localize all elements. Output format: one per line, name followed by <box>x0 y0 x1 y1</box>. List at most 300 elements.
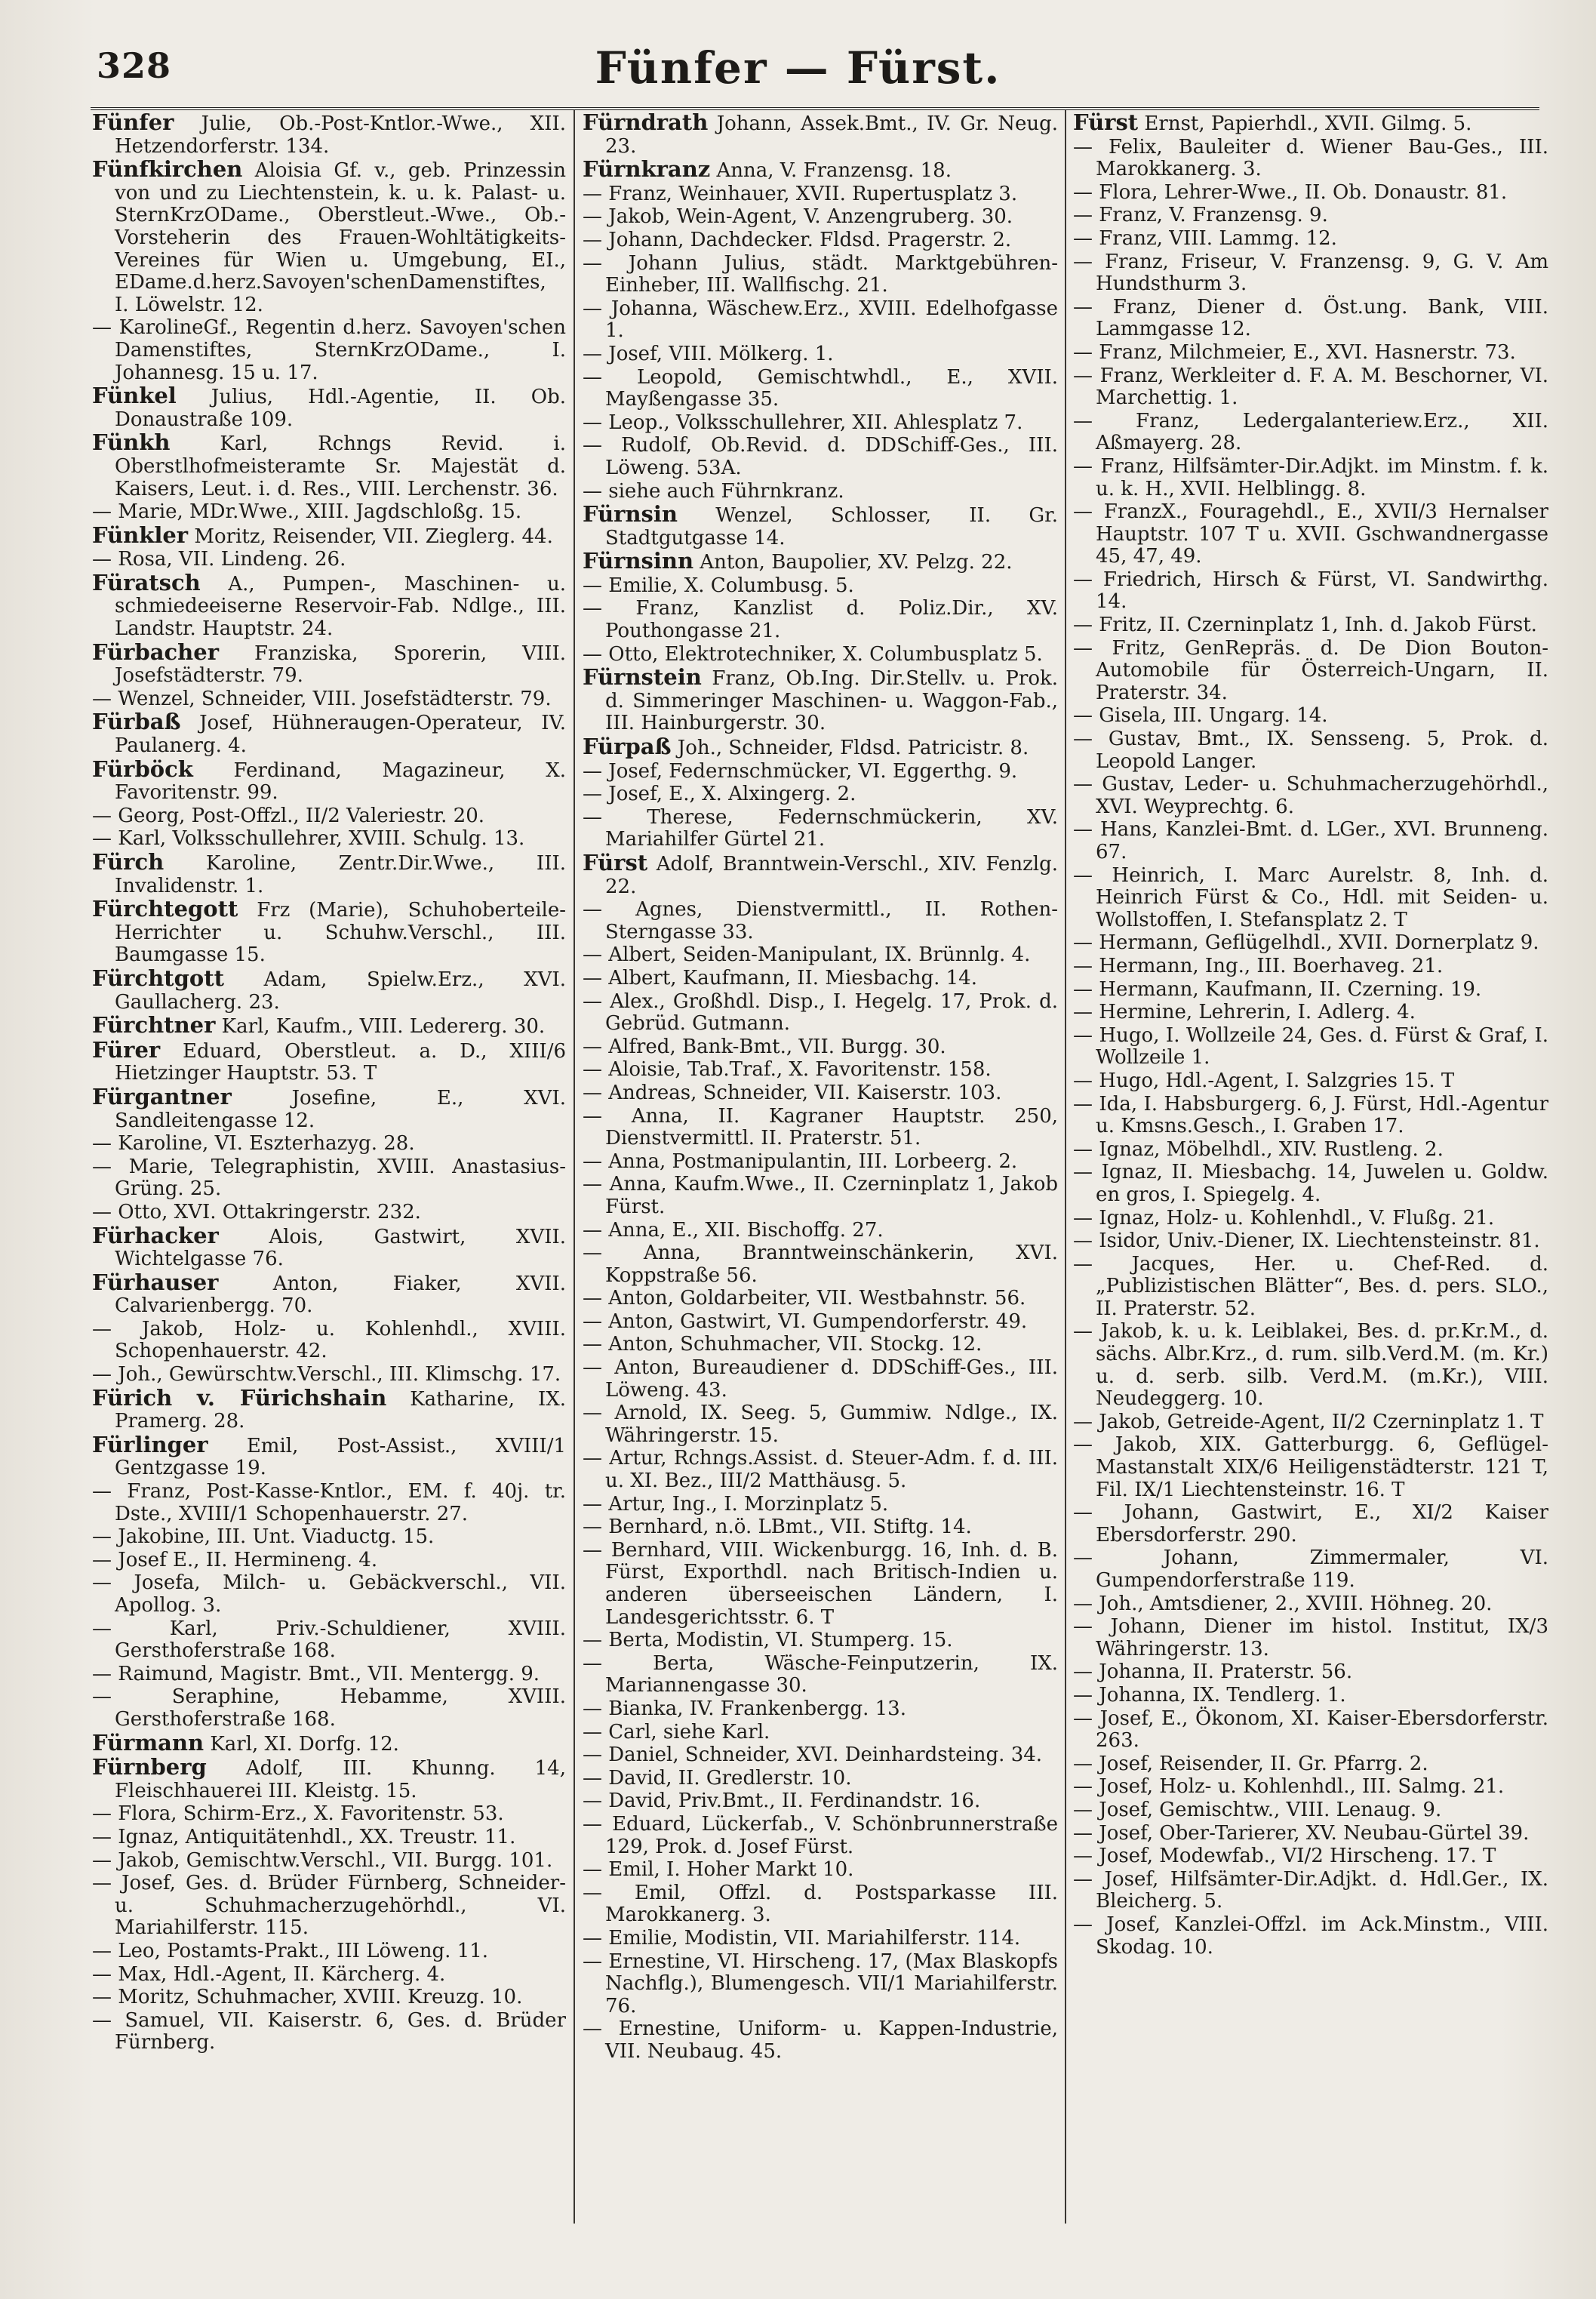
entry-text: — Ida, I. Habsburgerg. 6, J. Fürst, Hdl.-Agentur u. Kmsns.Gesch., I. Graben 17. <box>1073 1092 1548 1138</box>
directory-entry <box>92 1987 566 2009</box>
directory-entry <box>92 756 566 805</box>
directory-entry <box>1073 1799 1548 1822</box>
directory-entry <box>583 1928 1058 1950</box>
directory-entry <box>1073 1616 1548 1660</box>
directory-entry <box>92 1269 566 1318</box>
entry-surname: Fürnsinn <box>583 548 694 574</box>
entry-surname: Fürmann <box>92 1729 204 1756</box>
entry-text: — Josef, Ober-Tarierer, XV. Neubau-Gürtel 39. <box>1073 1821 1530 1845</box>
entry-text: — Anna, Postmanipulantin, III. Lorbeerg. 2. <box>583 1150 1018 1173</box>
directory-entry <box>583 1882 1058 1927</box>
entry-text: Karl, XI. Dorfg. 12. <box>204 1732 399 1756</box>
directory-entry <box>583 1082 1058 1105</box>
directory-entry <box>583 1722 1058 1744</box>
entry-surname: Fürböck <box>92 756 193 782</box>
entry-text: — Ignaz, Möbelhdl., XIV. Rustleng. 2. <box>1073 1137 1444 1161</box>
directory-entry <box>583 1494 1058 1516</box>
entry-text: — Otto, Elektrotechniker, X. Columbusplatz 5. <box>583 642 1043 666</box>
entry-text: Franz, Ob.Ing. Dir.Stellv. u. Prok. d. Simmeringer Maschinen- u. Waggon-Fab., III. Hainburgerstr. 30. <box>605 667 1058 735</box>
entry-text: — KarolineGf., Regentin d.herz. Savoyen'schen Damenstiftes, SternKrzODame., I. Johannesg. 15 u. 17. <box>92 316 566 384</box>
directory-entry <box>92 1850 566 1873</box>
directory-entry <box>583 1357 1058 1402</box>
directory-entry <box>583 1036 1058 1059</box>
directory-entry <box>583 1516 1058 1539</box>
directory-entry <box>583 1106 1058 1150</box>
directory-entry <box>583 1334 1058 1356</box>
entry-text: — Anton, Bureaudiener d. DDSchiff-Ges., III. Löweng. 43. <box>583 1356 1058 1402</box>
directory-entry <box>92 1756 566 1802</box>
entry-text: — Karl, Volksschullehrer, XVIII. Schulg. 13. <box>92 827 525 851</box>
entry-surname: Fürst <box>1073 112 1139 135</box>
entry-surname: Fünkel <box>92 383 177 409</box>
entry-text: Josefine, E., XVI. Sandleitengasse 12. <box>115 1086 566 1132</box>
entry-text: — Leo, Postamts-Prakt., III Löweng. 11. <box>92 1939 489 1962</box>
directory-entry <box>1073 979 1548 1002</box>
entry-surname: Fünkh <box>92 429 171 456</box>
entry-text: — Johanna, Wäschew.Erz., XVIII. Edelhofgasse 1. <box>583 297 1058 343</box>
directory-entry <box>583 435 1058 479</box>
entry-text: — Berta, Wäsche-Feinputzerin, IX. Mariannengasse 30. <box>583 1651 1058 1697</box>
entry-surname: Fürnstein <box>583 664 702 691</box>
directory-entry <box>583 761 1058 783</box>
entry-text: Joh., Schneider, Fldsd. Patricistr. 8. <box>671 737 1029 760</box>
directory-entry <box>1073 365 1548 410</box>
directory-entry <box>583 1790 1058 1813</box>
entry-text: — Franz, Hilfsämter-Dir.Adjkt. im Minstm. f. k. u. k. H., XVII. Helblingg. 8. <box>1073 454 1548 500</box>
entry-text: — Anna, Branntweinschänkerin, XVI. Koppstraße 56. <box>583 1242 1058 1287</box>
directory-entry <box>583 1220 1058 1242</box>
directory-entry <box>92 1572 566 1617</box>
directory-entry <box>92 828 566 851</box>
entry-text: Adolf, III. Khunng. 14, Fleischhauerei III. Kleistg. 15. <box>115 1757 566 1802</box>
directory-entry <box>92 2010 566 2054</box>
entry-surname: Fürchtegott <box>92 896 238 922</box>
entry-surname: Fünkler <box>92 522 189 548</box>
directory-entry <box>1073 728 1548 773</box>
entry-text: — Ignaz, II. Miesbachg. 14, Juwelen u. Goldw. en gros, I. Spiegelg. 4. <box>1073 1161 1548 1206</box>
entry-text: — Seraphine, Hebamme, XVIII. Gersthoferstraße 168. <box>92 1685 566 1731</box>
entry-text: Emil, Post-Assist., XVIII/1 Gentzgasse 19. <box>115 1434 566 1480</box>
column-2 <box>583 112 1058 2278</box>
entry-text: — Emil, I. Hoher Markt 10. <box>583 1858 854 1882</box>
entry-text: — Moritz, Schuhmacher, XVIII. Kreuzg. 10. <box>92 1986 523 2009</box>
directory-entry <box>583 253 1058 297</box>
directory-entry <box>1073 865 1548 932</box>
entry-surname: Fürich v. Fürichshain <box>92 1384 387 1411</box>
entry-text: Adam, Spielw.Erz., XVI. Gaullacherg. 23. <box>115 968 566 1014</box>
directory-entry <box>92 1083 566 1132</box>
directory-entry <box>1073 1753 1548 1776</box>
entry-text: — Franz, VIII. Lammg. 12. <box>1073 226 1337 250</box>
entry-text: — Artur, Ing., I. Morzinplatz 5. <box>583 1492 889 1516</box>
directory-entry <box>92 501 566 524</box>
directory-entry <box>583 1768 1058 1790</box>
directory-entry <box>1073 1094 1548 1138</box>
entry-text: Wenzel, Schlosser, II. Gr. Stadtgutgasse 14. <box>605 504 1058 549</box>
column-separator <box>574 110 575 2224</box>
entry-text: — David, Priv.Bmt., II. Ferdinandstr. 16. <box>583 1790 981 1813</box>
directory-entry <box>1073 1230 1548 1253</box>
directory-entry <box>92 1431 566 1480</box>
directory-entry <box>92 805 566 828</box>
directory-entry <box>1073 1593 1548 1616</box>
entry-text: — Josef, Modewfab., VI/2 Hirscheng. 17. T <box>1073 1845 1496 1868</box>
entry-text: — Fritz, GenRepräs. d. De Dion Bouton-Automobile für Österreich-Ungarn, II. Praterstr. 34. <box>1073 636 1548 704</box>
directory-entry <box>92 1827 566 1849</box>
entry-surname: Fürch <box>92 849 165 875</box>
directory-entry <box>1073 705 1548 728</box>
entry-text: — Franz, Kanzlist d. Poliz.Dir., XV. Pouthongasse 21. <box>583 597 1058 643</box>
entry-text: — Andreas, Schneider, VII. Kaiserstr. 103. <box>583 1081 1002 1104</box>
directory-entry <box>92 1384 566 1433</box>
entry-text: — Jakobine, III. Unt. Viaductg. 15. <box>92 1525 435 1549</box>
entry-text: — Josef, VIII. Mölkerg. 1. <box>583 342 834 365</box>
entry-text: — Anton, Gastwirt, VI. Gumpendorferstr. 49. <box>583 1310 1028 1333</box>
entry-text: — Ignaz, Holz- u. Kohlenhdl., V. Flußg. 21. <box>1073 1206 1495 1230</box>
directory-entry <box>583 644 1058 666</box>
directory-entry <box>1073 411 1548 455</box>
entry-text: — Franz, Friseur, V. Franzensg. 9, G. V. Am Hundsthurm 3. <box>1073 250 1548 296</box>
directory-entry <box>1073 956 1548 978</box>
directory-entry <box>583 852 1058 898</box>
entry-text: — Johann Julius, städt. Marktgebühren-Einheber, III. Wallfischg. 21. <box>583 251 1058 297</box>
entry-text: — Otto, XVI. Ottakringerstr. 232. <box>92 1200 421 1223</box>
directory-entry <box>1073 638 1548 705</box>
entry-text: — David, II. Gredlerstr. 10. <box>583 1766 852 1790</box>
directory-entry <box>92 1364 566 1386</box>
entry-text: — Ernestine, VI. Hirscheng. 17, (Max Blaskopfs Nachflg.), Blumengesch. VII/1 Mariahilferstr. 76. <box>583 1950 1058 2017</box>
entry-text: — Jakob, Holz- u. Kohlenhdl., XVIII. Schopenhauerstr. 42. <box>92 1317 566 1363</box>
entry-text: A., Pumpen-, Maschinen- u. schmiedeeiserne Reservoir-Fab. Ndlge., III. Landstr. Hauptstr. 24. <box>115 572 566 641</box>
entry-text: — Josef E., II. Hermineng. 4. <box>92 1548 378 1571</box>
entry-text: Anton, Fiaker, XVII. Calvarienbergg. 70. <box>115 1272 566 1318</box>
directory-entry <box>1073 1547 1548 1592</box>
directory-entry <box>1073 205 1548 227</box>
entry-surname: Fürhacker <box>92 1222 219 1248</box>
entry-text: — Georg, Post-Offzl., II/2 Valeriestr. 20. <box>92 804 485 827</box>
directory-entry <box>92 711 566 757</box>
entry-text: — Anton, Schuhmacher, VII. Stockg. 12. <box>583 1333 983 1356</box>
directory-entry <box>583 229 1058 252</box>
entry-text: Eduard, Oberstleut. a. D., XIII/6 Hietzinger Hauptstr. 53. T <box>115 1039 566 1085</box>
entry-text: — Franz, Post-Kasse-Kntlor., EM. f. 40j. tr. Dste., XVIII/1 Schopenhauerstr. 27. <box>92 1480 566 1525</box>
column-separator <box>1065 110 1066 2224</box>
directory-entry <box>92 1526 566 1549</box>
entry-text: — Ignaz, Antiquitätenhdl., XX. Treustr. 11. <box>92 1825 516 1848</box>
entry-text: — Flora, Lehrer-Wwe., II. Ob. Donaustr. 81. <box>1073 180 1508 204</box>
entry-text: — Max, Hdl.-Agent, II. Kärcherg. 4. <box>92 1962 446 1986</box>
directory-entry <box>92 1319 566 1363</box>
entry-text: — Arnold, IX. Seeg. 5, Gummiw. Ndlge., IX. Währingerstr. 15. <box>583 1402 1058 1447</box>
directory-entry <box>1073 1434 1548 1501</box>
entry-text: — Josef, E., Ökonom, XI. Kaiser-Ebersdorferstr. 263. <box>1073 1707 1548 1753</box>
entry-text: — Franz, Werkleiter d. F. A. M. Beschorner, VI. Marchettig. 1. <box>1073 364 1548 410</box>
entry-text: — Gustav, Bmt., IX. Sensseng. 5, Prok. d. Leopold Langer. <box>1073 728 1548 773</box>
entry-text: — Franz, Diener d. Öst.ung. Bank, VIII. Lammgasse 12. <box>1073 295 1548 341</box>
directory-entry <box>92 1663 566 1686</box>
entry-surname: Fürst <box>583 850 648 876</box>
directory-entry <box>1073 297 1548 341</box>
directory-entry <box>1073 569 1548 614</box>
directory-entry <box>92 1729 566 1756</box>
entry-surname: Fürbaß <box>92 709 181 735</box>
entry-text: — Raimund, Magistr. Bmt., VII. Mentergg. 9. <box>92 1662 540 1685</box>
entry-text: — Johann, Zimmermaler, VI. Gumpendorferstraße 119. <box>1073 1547 1548 1592</box>
entry-text: Ferdinand, Magazineur, X. Favoritenstr. 99. <box>115 759 566 805</box>
entry-surname: Fürpaß <box>583 734 672 760</box>
directory-entry <box>1073 342 1548 365</box>
entry-surname: Fürnsin <box>583 501 678 528</box>
directory-entry <box>92 1873 566 1940</box>
directory-entry <box>92 385 566 431</box>
directory-entry <box>1073 1708 1548 1753</box>
directory-entry <box>92 1686 566 1731</box>
entry-text: — Gustav, Leder- u. Schuhmacherzugehörhdl., XVI. Weyprechtg. 6. <box>1073 773 1548 818</box>
directory-entry <box>92 1618 566 1663</box>
entry-text: — Franz, V. Franzensg. 9. <box>1073 204 1328 227</box>
entry-text: — Anna, Kaufm.Wwe., II. Czerninplatz 1, Jakob Fürst. <box>583 1173 1058 1218</box>
entry-text: — Hans, Kanzlei-Bmt. d. LGer., XVI. Brunneng. 67. <box>1073 818 1548 863</box>
directory-entry <box>583 1311 1058 1334</box>
entry-text: — Felix, Bauleiter d. Wiener Bau-Ges., III. Marokkanerg. 3. <box>1073 135 1548 181</box>
directory-entry <box>1073 1162 1548 1206</box>
entry-text: — Karl, Priv.-Schuldiener, XVIII. Gersthoferstraße 168. <box>92 1617 566 1663</box>
directory-entry <box>583 1242 1058 1287</box>
entry-text: — Daniel, Schneider, XVI. Deinhardsteing. 34. <box>583 1743 1043 1767</box>
directory-entry <box>92 965 566 1014</box>
entry-text: — Franz, Weinhauer, XVII. Rupertusplatz 3. <box>583 182 1018 205</box>
entry-text: Katharine, IX. Pramerg. 28. <box>115 1387 566 1433</box>
column-3 <box>1073 112 1548 2278</box>
entry-text: — Gisela, III. Ungarg. 14. <box>1073 704 1328 728</box>
directory-entry <box>583 1174 1058 1218</box>
entry-text: — Alfred, Bank-Bmt., VII. Burgg. 30. <box>583 1035 946 1058</box>
entry-text: — Leopold, Gemischtwhdl., E., XVII. Mayßengasse 35. <box>583 365 1058 411</box>
entry-text: — Hermann, Ing., III. Boerhaveg. 21. <box>1073 954 1444 977</box>
entry-text: Ernst, Papierhdl., XVII. Gilmg. 5. <box>1138 112 1472 135</box>
entry-surname: Fürchtner <box>92 1012 216 1039</box>
entry-surname: Fünfkirchen <box>92 156 243 183</box>
directory-entry <box>583 2018 1058 2063</box>
entry-text: — Bernhard, n.ö. LBmt., VII. Stiftg. 14. <box>583 1516 972 1539</box>
entry-text: Johann, Assek.Bmt., IV. Gr. Neug. 23. <box>605 112 1058 158</box>
directory-entry <box>583 575 1058 598</box>
entry-surname: Fünfer <box>92 112 174 135</box>
directory-entry <box>583 1951 1058 2018</box>
directory-entry <box>583 206 1058 229</box>
directory-entry <box>583 412 1058 435</box>
entry-text: — Josef, Kanzlei-Offzl. im Ack.Minstm., VIII. Skodag. 10. <box>1073 1913 1548 1959</box>
entry-surname: Fürnberg <box>92 1754 207 1780</box>
directory-entry <box>583 598 1058 642</box>
directory-entry <box>583 1698 1058 1721</box>
directory-entry <box>92 1133 566 1156</box>
directory-entry <box>1073 1502 1548 1547</box>
entry-text: — Hermine, Lehrerin, I. Adlerg. 4. <box>1073 1001 1416 1024</box>
directory-entry <box>583 807 1058 851</box>
directory-entry <box>583 112 1058 158</box>
entry-surname: Fürhauser <box>92 1269 219 1295</box>
entry-surname: Fürlinger <box>92 1431 208 1457</box>
directory-entry <box>92 1803 566 1826</box>
entry-text: — Hermann, Kaufmann, II. Czerning. 19. <box>1073 977 1482 1001</box>
entry-text: — Jakob, Wein-Agent, V. Anzengruberg. 30. <box>583 205 1013 229</box>
entry-text: — Artur, Rchngs.Assist. d. Steuer-Adm. f. d. III. u. XI. Bez., III/2 Matthäusg. 5. <box>583 1447 1058 1493</box>
directory-entry <box>583 481 1058 503</box>
directory-entry <box>92 569 566 641</box>
directory-entry <box>583 991 1058 1036</box>
entry-text: Franziska, Sporerin, VIII. Josefstädterstr. 79. <box>115 642 566 688</box>
entry-text: — Flora, Schirm-Erz., X. Favoritenstr. 53. <box>92 1802 504 1826</box>
directory-entry <box>1073 819 1548 863</box>
directory-entry <box>92 1202 566 1224</box>
directory-entry <box>583 343 1058 366</box>
directory-entry <box>1073 774 1548 818</box>
entry-text: — Jakob, Gemischtw.Verschl., VII. Burgg. 101. <box>92 1848 553 1872</box>
page-header <box>0 39 1596 107</box>
directory-entry <box>583 298 1058 343</box>
entry-text: — Therese, Federnschmückerin, XV. Mariahilfer Gürtel 21. <box>583 805 1058 851</box>
entry-text: — Anna, II. Kagraner Hauptstr. 250, Dienstvermittl. II. Praterstr. 51. <box>583 1104 1058 1150</box>
entry-text: Adolf, Branntwein-Verschl., XIV. Fenzlg. 22. <box>605 853 1058 898</box>
entry-text: — Josef, E., X. Alxingerg. 2. <box>583 783 856 806</box>
directory-entry <box>1073 932 1548 955</box>
entry-text: — Aloisie, Tab.Traf., X. Favoritenstr. 158. <box>583 1058 992 1082</box>
entry-text: Karl, Kaufm., VIII. Ledererg. 30. <box>215 1015 546 1039</box>
entry-text: — Josef, Ges. d. Brüder Fürnberg, Schneider- u. Schuhmacherzugehörhdl., VI. Mariahilferstr. 115. <box>92 1872 566 1940</box>
directory-entry <box>92 898 566 967</box>
entry-text: — Karoline, VI. Eszterhazyg. 28. <box>92 1132 415 1156</box>
directory-entry <box>583 1402 1058 1447</box>
directory-entry <box>1073 1685 1548 1707</box>
directory-entry <box>583 158 1058 183</box>
entry-text: — Bernhard, VIII. Wickenburgg. 16, Inh. d. B. Fürst, Exporthdl. nach Britisch-Indien u. anderen überseeischen Ländern, I. Landesgerichtsstr. 6. T <box>583 1538 1058 1629</box>
entry-text: — Carl, siehe Karl. <box>583 1720 770 1743</box>
entry-text: Josef, Hühneraugen-Operateur, IV. Paulanerg. 4. <box>115 712 566 758</box>
directory-entry <box>92 1481 566 1525</box>
entry-text: — Fritz, II. Czerninplatz 1, Inh. d. Jakob Fürst. <box>1073 614 1537 637</box>
directory-entry <box>92 639 566 688</box>
directory-entry <box>583 1630 1058 1652</box>
directory-entry <box>1073 614 1548 637</box>
entry-text: — Ernestine, Uniform- u. Kappen-Industrie, VII. Neubaug. 45. <box>583 2017 1058 2063</box>
entry-text: — Josef, Holz- u. Kohlenhdl., III. Salmg. 21. <box>1073 1775 1505 1799</box>
directory-entry <box>1073 1321 1548 1410</box>
entry-text: — Alex., Großhdl. Disp., I. Hegelg. 17, Prok. d. Gebrüd. Gutmann. <box>583 989 1058 1036</box>
page-number: 328 <box>97 45 172 86</box>
entry-text: — Josef, Reisender, II. Gr. Pfarrg. 2. <box>1073 1752 1428 1775</box>
entry-text: — Josef, Hilfsämter-Dir.Adjkt. d. Hdl.Ger., IX. Bleicherg. 5. <box>1073 1867 1548 1913</box>
entry-text: — Franz, Milchmeier, E., XVI. Hasnerstr. 73. <box>1073 340 1516 364</box>
directory-entry <box>92 688 566 711</box>
entry-text: — Johanna, IX. Tendlerg. 1. <box>1073 1683 1346 1707</box>
directory-entry <box>92 1036 566 1085</box>
directory-entry <box>1073 251 1548 296</box>
directory-entry <box>92 522 566 549</box>
entry-text: — Franz, Ledergalanteriew.Erz., XII. Aßmayerg. 28. <box>1073 409 1548 455</box>
directory-entry <box>583 666 1058 735</box>
directory-entry <box>1073 1208 1548 1230</box>
entry-text: Aloisia Gf. v., geb. Prinzessin von und zu Liechtenstein, k. u. k. Palast- u. SternKrzODame., Oberstleut.-Wwe., Ob.-Vorsteherin des Frauen-Wohltätigkeits-Vereines für Wien u. Umgebung, EI., EDame.d.herz.Savoyen'schenDamenstiftes, I. Löwelstr. 12. <box>115 159 566 316</box>
entry-surname: Fürndrath <box>583 112 709 135</box>
directory-entry <box>583 1814 1058 1858</box>
running-title: Fünfer — Fürst. <box>595 42 1001 94</box>
entry-text: — Anton, Goldarbeiter, VII. Westbahnstr. 56. <box>583 1287 1026 1310</box>
directory-entry <box>583 899 1058 943</box>
directory-entry <box>1073 501 1548 568</box>
entry-text: — Jakob, XIX. Gatterburgg. 6, Geflügel-Mastanstalt XIX/6 Heiligenstädterstr. 121 T, Fil. IX/1 Liechtensteinstr. 16. T <box>1073 1433 1548 1501</box>
entry-text: Frz (Marie), Schuhoberteile-Herrichter u. Schuhw.Verschl., III. Baumgasse 15. <box>115 899 566 967</box>
entry-text: Anna, V. Franzensg. 18. <box>710 159 952 183</box>
entry-text: Karoline, Zentr.Dir.Wwe., III. Invalidenstr. 1. <box>115 852 566 897</box>
directory-entry <box>1073 182 1548 205</box>
directory-entry <box>92 851 566 897</box>
entry-text: — Hugo, I. Wollzeile 24, Ges. d. Fürst & Graf, I. Wollzeile 1. <box>1073 1023 1548 1069</box>
entry-text: — Jakob, Getreide-Agent, II/2 Czerninplatz 1. T <box>1073 1410 1544 1433</box>
entry-text: Julius, Hdl.-Agentie, II. Ob. Donaustraße 109. <box>115 386 566 431</box>
entry-text: — Joh., Amtsdiener, 2., XVIII. Höhneg. 20. <box>1073 1592 1493 1615</box>
directory-entry <box>1073 1411 1548 1434</box>
entry-surname: Fürer <box>92 1036 161 1063</box>
directory-entry <box>92 1964 566 1987</box>
directory-entry <box>92 1222 566 1271</box>
entry-text: — Marie, MDr.Wwe., XIII. Jagdschloßg. 15. <box>92 500 522 524</box>
directory-entry <box>1073 137 1548 181</box>
directory-entry <box>583 1151 1058 1174</box>
entry-text: — Heinrich, I. Marc Aurelstr. 8, Inh. d. Heinrich Fürst & Co., Hdl. mit Seiden- u. Wollstoffen, I. Stefansplatz 2. T <box>1073 863 1548 931</box>
directory-entry <box>1073 1139 1548 1162</box>
entry-surname: Fürbacher <box>92 639 219 665</box>
column-1 <box>92 112 566 2278</box>
directory-entry <box>92 317 566 384</box>
entry-text: — Johann, Diener im histol. Institut, IX/3 Währingerstr. 13. <box>1073 1615 1548 1660</box>
directory-entry <box>583 183 1058 206</box>
entry-text: — Friedrich, Hirsch & Fürst, VI. Sandwirthg. 14. <box>1073 568 1548 614</box>
directory-entry <box>583 503 1058 549</box>
entry-text: — Albert, Seiden-Manipulant, IX. Brünnlg. 4. <box>583 943 1031 967</box>
entry-text: — Josef, Federnschmücker, VI. Eggerthg. 9. <box>583 759 1018 783</box>
directory-entry <box>92 1156 566 1201</box>
entry-text: — Wenzel, Schneider, VIII. Josefstädterstr. 79. <box>92 687 552 710</box>
entry-text: — Berta, Modistin, VI. Stumperg. 15. <box>583 1629 953 1652</box>
entry-text: — Johann, Gastwirt, E., XI/2 Kaiser Ebersdorferstr. 290. <box>1073 1501 1548 1547</box>
entry-text: — Samuel, VII. Kaiserstr. 6, Ges. d. Brüder Fürnberg. <box>92 2008 566 2054</box>
directory-entry <box>92 158 566 316</box>
entry-text: — Hugo, Hdl.-Agent, I. Salzgries 15. T <box>1073 1069 1455 1092</box>
directory-entry <box>583 367 1058 411</box>
entry-text: — Hermann, Geflügelhdl., XVII. Dornerplatz 9. <box>1073 931 1539 955</box>
entry-text: — Johanna, II. Praterstr. 56. <box>1073 1660 1353 1684</box>
entry-text: — Albert, Kaufmann, II. Miesbachg. 14. <box>583 966 977 989</box>
directory-entry <box>583 1448 1058 1492</box>
entry-text: — Jakob, k. u. k. Leiblakei, Bes. d. pr.Kr.M., d. sächs. Albr.Krz., d. rum. silb.Verd.M. (m. Kr.) u. d. serb. silb. Verd.M. (m.Kr.), VIII. Neudeggerg. 10. <box>1073 1320 1548 1411</box>
entry-text: — Marie, Telegraphistin, XVIII. Anastasius-Grüng. 25. <box>92 1155 566 1201</box>
entry-text: — Eduard, Lückerfab., V. Schönbrunnerstraße 129, Prok. d. Josef Fürst. <box>583 1812 1058 1858</box>
entry-text: Karl, Rchngs Revid. i. Oberstlhofmeisteramte Sr. Majestät d. Kaisers, Leut. i. d. Res., VIII. Lerchenstr. 36. <box>115 432 566 500</box>
directory-entry <box>583 1653 1058 1697</box>
directory-entry <box>1073 112 1548 136</box>
entry-text: — Leop., Volksschullehrer, XII. Ahlesplatz 7. <box>583 411 1023 434</box>
directory-entry <box>1073 228 1548 251</box>
directory-entry <box>92 1940 566 1963</box>
entry-text: Julie, Ob.-Post-Kntlor.-Wwe., XII. Hetzendorferstr. 134. <box>115 112 566 158</box>
entry-surname: Füratsch <box>92 569 201 596</box>
directory-entry <box>1073 1025 1548 1069</box>
directory-entry <box>1073 456 1548 500</box>
entry-text: — Emilie, Modistin, VII. Mariahilferstr. 114. <box>583 1926 1021 1950</box>
directory-entry <box>583 1059 1058 1082</box>
entry-text: — Anna, E., XII. Bischoffg. 27. <box>583 1218 884 1242</box>
